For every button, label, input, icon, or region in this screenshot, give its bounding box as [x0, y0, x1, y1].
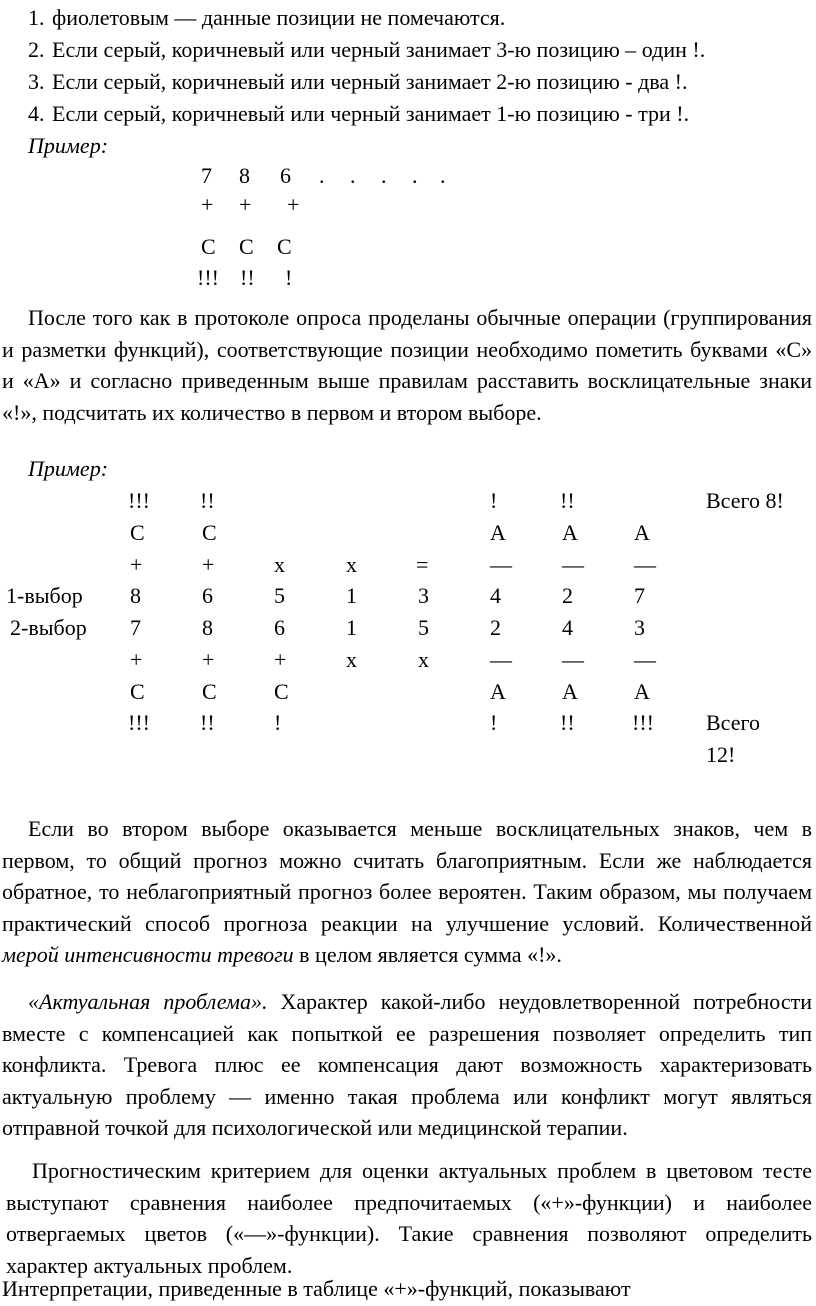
- list-text: Если серый, коричневый или черный занимает 1-ю позицию - три !.: [52, 101, 690, 126]
- paragraph-text: Характер какой-либо неудовлетворенной потребности вместе с компенсацией как попыткой ее разрешения позволяет определить тип конфликта. Тревога плюс ее компенсация дают возможность характеризовать актуальную проблему — именно такая проблема или конфликт могут являться отправной точкой для психологической или медицинской терапии.: [2, 989, 812, 1140]
- example-label: Пример:: [28, 133, 109, 158]
- example1-cell: !!: [240, 265, 255, 290]
- table-cell: !: [490, 710, 498, 735]
- table-cell: А: [634, 520, 650, 545]
- table-cell: +: [130, 647, 143, 672]
- example1-cell: С: [239, 234, 254, 259]
- table-cell: 4: [562, 615, 573, 640]
- table-cell: 3: [634, 615, 645, 640]
- example1-cell: .: [381, 163, 387, 188]
- example1-cell: +: [287, 192, 300, 217]
- table-total: Всего 8!: [706, 488, 784, 513]
- example1-cell: .: [412, 163, 418, 188]
- example1-cell: +: [201, 192, 214, 217]
- paragraph: После того как в протоколе опроса проделаны обычные операции (группирования и разметки функций), соответствующие позиции необходимо пометить буквами «С» и «А» и согласно приведенным выше правилам расставить восклицательные знаки «!», подсчитать их количество в первом и втором выборе.: [2, 305, 812, 425]
- table-cell: С: [202, 520, 217, 545]
- table-cell: 7: [130, 615, 141, 640]
- table-cell: —: [490, 552, 512, 577]
- table-cell: !!!: [128, 488, 150, 513]
- emphasis-text: мерой интенсивности тревоги: [2, 942, 294, 967]
- table-cell: 7: [634, 583, 645, 608]
- table-cell: +: [274, 647, 287, 672]
- table-cell: С: [130, 679, 145, 704]
- example-label: Пример:: [28, 456, 109, 481]
- list-text: фиолетовым — данные позиции не помечаются.: [52, 5, 506, 30]
- table-cell: С: [274, 679, 289, 704]
- table-cell: С: [130, 520, 145, 545]
- emphasis-text: «Актуальная проблема».: [28, 989, 268, 1014]
- list-item: [28, 2, 505, 34]
- table-cell: =: [416, 552, 429, 577]
- row-label: 1-выбор: [6, 583, 83, 608]
- table-cell: 8: [202, 615, 213, 640]
- example1-cell: +: [239, 192, 252, 217]
- table-cell: —: [490, 647, 512, 672]
- list-item: [28, 66, 688, 98]
- example1-cell: !!!: [197, 265, 219, 290]
- paragraph-text: Если во втором выборе оказывается меньше восклицательных знаков, чем в первом, то общий прогноз можно считать благоприятным. Если же наблюдается обратное, то неблагоприятный прогноз более вероятен. Таким образом, мы получаем практический способ прогноза реакции на улучшение условий. Количественной: [2, 816, 812, 936]
- list-number: 1.: [28, 5, 45, 30]
- table-cell: —: [634, 647, 656, 672]
- table-cell: —: [562, 647, 584, 672]
- table-cell: 2: [490, 615, 501, 640]
- example1-cell: 6: [280, 163, 291, 188]
- example1-cell: .: [350, 163, 356, 188]
- table-cell: 5: [274, 583, 285, 608]
- table-cell: 5: [418, 615, 429, 640]
- paragraph: [2, 986, 812, 1144]
- list-number: 4.: [28, 101, 45, 126]
- paragraph: Прогностическим критерием для оценки актуальных проблем в цветовом тесте выступают сравнения наиболее предпочитаемых («+»-функции) и наиболее отвергаемых цветов («—»-функции). Такие сравнения позволяют определить характер актуальных проблем.: [6, 1158, 812, 1278]
- table-cell: !!!: [128, 710, 150, 735]
- example1-cell: .: [319, 163, 325, 188]
- table-cell: —: [562, 552, 584, 577]
- example1-cell: С: [277, 234, 292, 259]
- table-cell: А: [562, 520, 578, 545]
- table-cell: +: [202, 552, 215, 577]
- table-cell: А: [490, 679, 506, 704]
- last-line: Интерпретации, приведенные в таблице «+»-функций, показывают: [2, 1276, 631, 1301]
- table-cell: +: [130, 552, 143, 577]
- table-total: 12!: [706, 742, 736, 767]
- table-cell: !: [274, 710, 282, 735]
- table-cell: С: [202, 679, 217, 704]
- example1-cell: 7: [201, 163, 212, 188]
- table-cell: !!: [200, 710, 215, 735]
- table-cell: А: [634, 679, 650, 704]
- table-cell: 8: [130, 583, 141, 608]
- table-cell: !!: [560, 488, 575, 513]
- list-text: Если серый, коричневый или черный занимает 2-ю позицию - два !.: [52, 69, 688, 94]
- table-cell: х: [418, 647, 429, 672]
- table-cell: 4: [490, 583, 501, 608]
- row-label: 2-выбор: [10, 615, 87, 640]
- table-cell: х: [346, 647, 357, 672]
- list-item: [28, 98, 689, 130]
- example1-cell: !: [285, 265, 293, 290]
- table-cell: !!: [200, 488, 215, 513]
- example1-cell: С: [201, 234, 216, 259]
- table-cell: !!!: [632, 710, 654, 735]
- table-cell: !: [490, 488, 498, 513]
- list-number: 3.: [28, 69, 45, 94]
- list-number: 2.: [28, 37, 45, 62]
- example1-cell: 8: [239, 163, 250, 188]
- table-cell: А: [562, 679, 578, 704]
- table-cell: 1: [346, 615, 357, 640]
- example1-cell: .: [440, 163, 446, 188]
- table-cell: 3: [418, 583, 429, 608]
- table-cell: 2: [562, 583, 573, 608]
- table-cell: +: [202, 647, 215, 672]
- table-cell: А: [490, 520, 506, 545]
- table-cell: —: [634, 552, 656, 577]
- paragraph-text: в целом является сумма «!».: [293, 942, 562, 967]
- table-total: Всего: [706, 710, 760, 735]
- table-cell: 1: [346, 583, 357, 608]
- list-item: [28, 34, 705, 66]
- table-cell: 6: [202, 583, 213, 608]
- list-text: Если серый, коричневый или черный занимает 3-ю позицию – один !.: [52, 37, 706, 62]
- table-cell: !!: [560, 710, 575, 735]
- paragraph: [2, 813, 812, 971]
- table-cell: 6: [274, 615, 285, 640]
- table-cell: х: [346, 552, 357, 577]
- table-cell: х: [274, 552, 285, 577]
